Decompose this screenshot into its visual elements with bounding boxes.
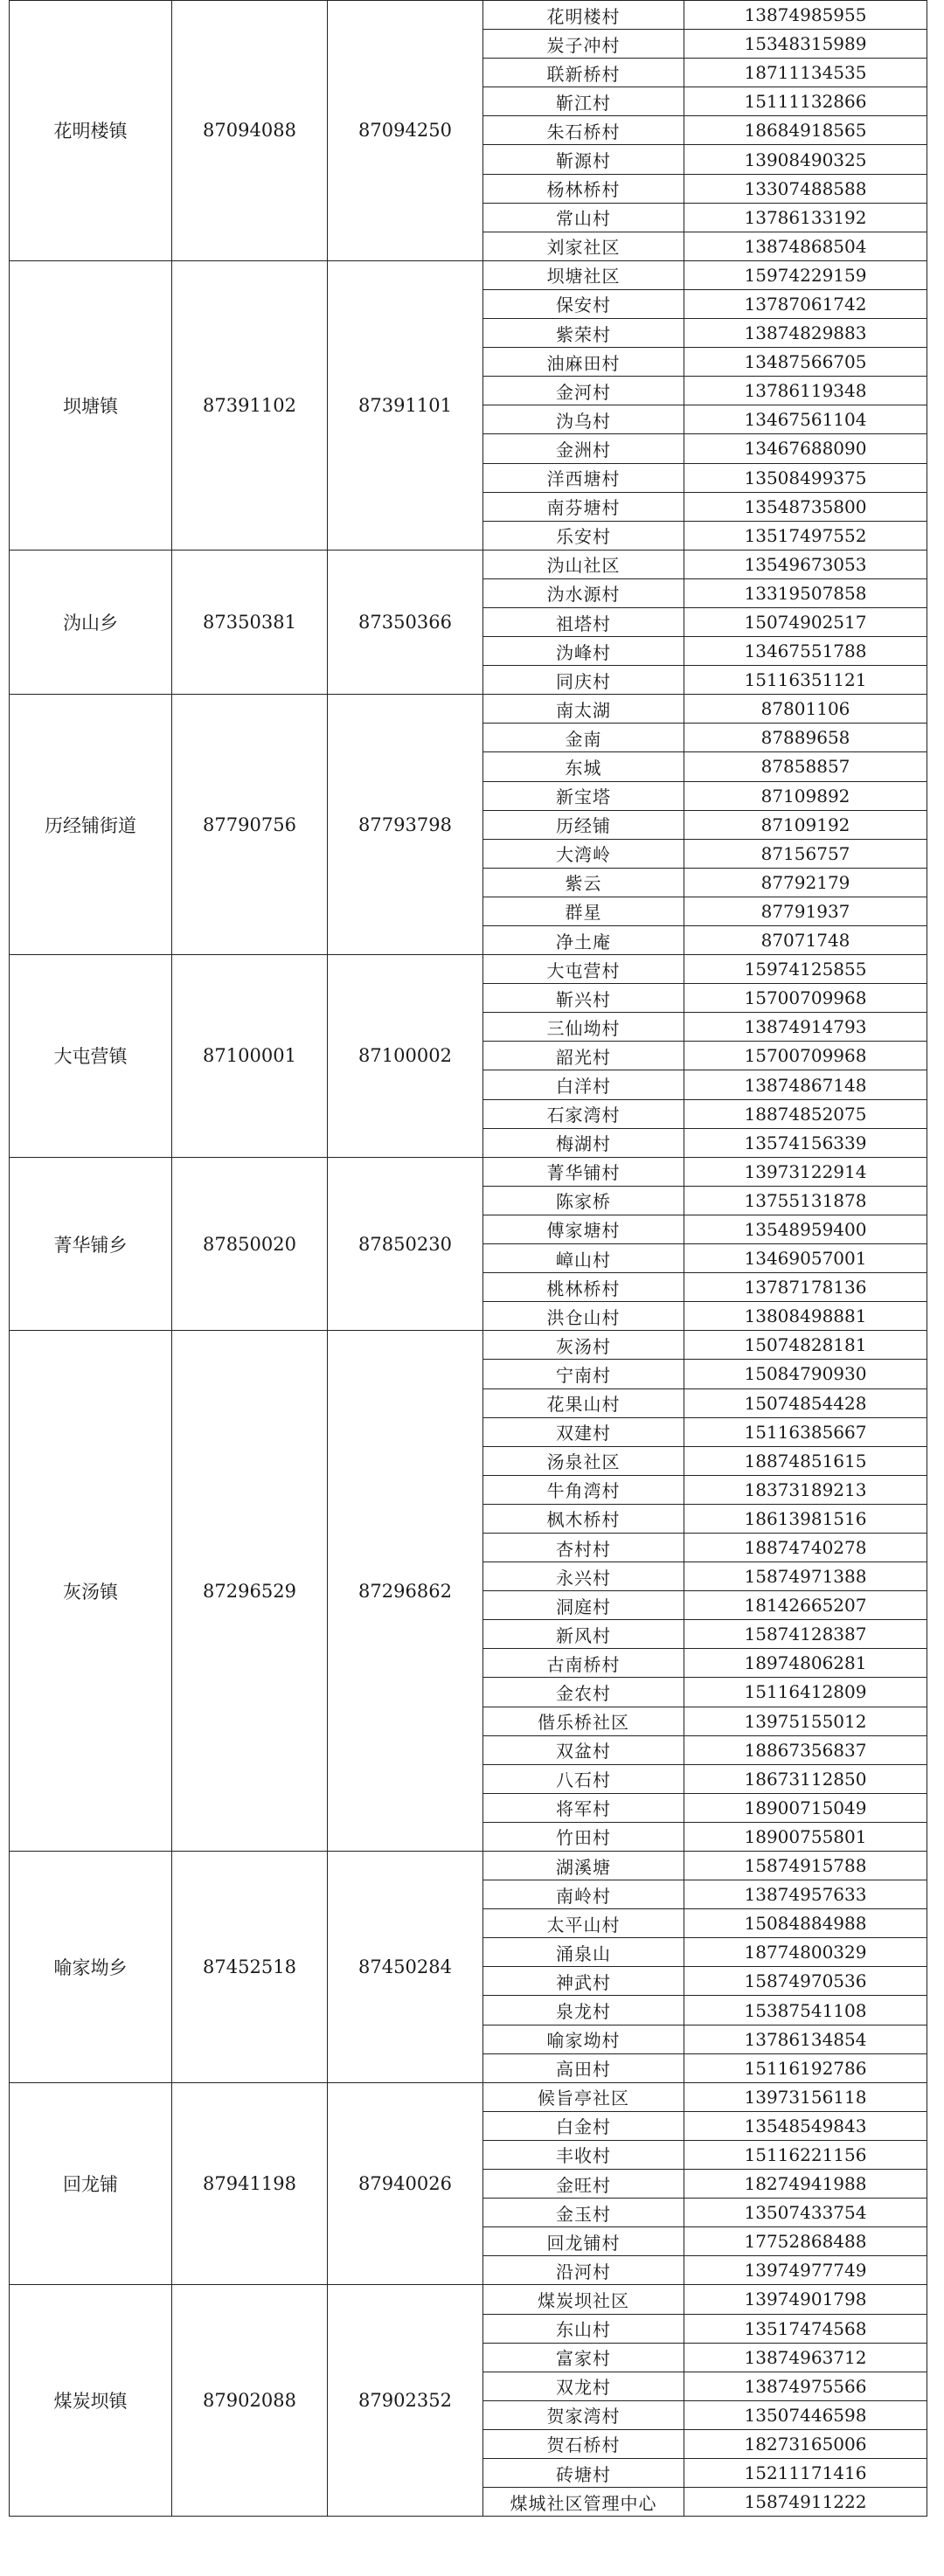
village-phone-cell: 87109192 <box>684 810 927 839</box>
township-phone-1-cell: 87790756 <box>172 695 328 955</box>
table-row <box>10 2285 927 2314</box>
village-name-cell: 沿河村 <box>483 2256 684 2285</box>
contact-table-body <box>10 1 927 2517</box>
township-phone-1-cell: 87094088 <box>172 1 328 261</box>
village-phone-cell: 13548959400 <box>684 1215 927 1243</box>
village-name-cell: 傅家塘村 <box>483 1215 684 1243</box>
village-phone-cell: 13307488588 <box>684 174 927 203</box>
village-name-cell: 金玉村 <box>483 2199 684 2227</box>
township-name-cell: 历经铺街道 <box>10 695 172 955</box>
village-phone-cell: 13507446598 <box>684 2400 927 2429</box>
township-phone-1-cell: 87850020 <box>172 1157 328 1331</box>
village-phone-cell: 18373189213 <box>684 1475 927 1504</box>
village-phone-cell: 18874851615 <box>684 1446 927 1475</box>
village-name-cell: 坝塘社区 <box>483 260 684 289</box>
village-phone-cell: 15116192786 <box>684 2053 927 2082</box>
village-name-cell: 金洲村 <box>483 434 684 463</box>
village-phone-cell: 87792179 <box>684 868 927 897</box>
table-row <box>10 550 927 578</box>
village-phone-cell: 15874911222 <box>684 2488 927 2517</box>
table-row <box>10 1157 927 1186</box>
village-phone-cell: 15116385667 <box>684 1417 927 1446</box>
village-phone-cell: 13874975566 <box>684 2372 927 2400</box>
village-name-cell: 常山村 <box>483 203 684 232</box>
village-name-cell: 金河村 <box>483 377 684 405</box>
village-name-cell: 梅湖村 <box>483 1128 684 1157</box>
village-name-cell: 靳兴村 <box>483 984 684 1013</box>
village-name-cell: 回龙铺村 <box>483 2227 684 2256</box>
village-phone-cell: 15348315989 <box>684 30 927 59</box>
township-name-cell: 沩山乡 <box>10 550 172 694</box>
village-phone-cell: 87801106 <box>684 695 927 724</box>
village-phone-cell: 15211171416 <box>684 2458 927 2487</box>
village-phone-cell: 13508499375 <box>684 463 927 492</box>
village-phone-cell: 18142665207 <box>684 1591 927 1620</box>
table-row <box>10 1331 927 1360</box>
village-name-cell: 湖溪塘 <box>483 1852 684 1880</box>
village-name-cell: 洋西塘村 <box>483 463 684 492</box>
village-name-cell: 沩峰村 <box>483 637 684 666</box>
village-name-cell: 新风村 <box>483 1620 684 1649</box>
village-name-cell: 双龙村 <box>483 2372 684 2400</box>
village-phone-cell: 13973156118 <box>684 2082 927 2111</box>
township-phone-2-cell: 87902352 <box>328 2285 483 2517</box>
township-phone-2-cell: 87850230 <box>328 1157 483 1331</box>
township-phone-1-cell: 87350381 <box>172 550 328 694</box>
village-phone-cell: 13786134854 <box>684 2025 927 2053</box>
village-phone-cell: 15116412809 <box>684 1678 927 1707</box>
village-name-cell: 石家湾村 <box>483 1099 684 1128</box>
township-name-cell: 坝塘镇 <box>10 260 172 550</box>
village-name-cell: 群星 <box>483 897 684 925</box>
township-phone-1-cell: 87296529 <box>172 1331 328 1852</box>
village-phone-cell: 13548549843 <box>684 2111 927 2140</box>
village-name-cell: 三仙坳村 <box>483 1013 684 1042</box>
contact-table <box>9 0 927 2517</box>
village-phone-cell: 13908490325 <box>684 145 927 174</box>
village-phone-cell: 13787178136 <box>684 1273 927 1302</box>
village-name-cell: 花明楼村 <box>483 1 684 30</box>
village-phone-cell: 13874957633 <box>684 1880 927 1909</box>
village-name-cell: 双盆村 <box>483 1735 684 1764</box>
village-name-cell: 候旨亭社区 <box>483 2082 684 2111</box>
township-name-cell: 回龙铺 <box>10 2082 172 2285</box>
village-name-cell: 喻家坳村 <box>483 2025 684 2053</box>
village-phone-cell: 15387541108 <box>684 1996 927 2025</box>
township-phone-2-cell: 87450284 <box>328 1852 483 2083</box>
village-phone-cell: 13467561104 <box>684 405 927 434</box>
village-name-cell: 金南 <box>483 724 684 752</box>
village-name-cell: 偕乐桥社区 <box>483 1707 684 1735</box>
village-name-cell: 金旺村 <box>483 2170 684 2199</box>
village-name-cell: 南芬塘村 <box>483 492 684 521</box>
village-name-cell: 沩乌村 <box>483 405 684 434</box>
village-name-cell: 贺家湾村 <box>483 2400 684 2429</box>
village-phone-cell: 18900755801 <box>684 1822 927 1851</box>
village-phone-cell: 13467688090 <box>684 434 927 463</box>
village-phone-cell: 18900715049 <box>684 1793 927 1822</box>
village-phone-cell: 13755131878 <box>684 1186 927 1215</box>
village-phone-cell: 15074828181 <box>684 1331 927 1360</box>
village-phone-cell: 15874128387 <box>684 1620 927 1649</box>
village-name-cell: 南太湖 <box>483 695 684 724</box>
village-name-cell: 沩水源村 <box>483 578 684 607</box>
village-phone-cell: 13469057001 <box>684 1244 927 1273</box>
village-name-cell: 永兴村 <box>483 1562 684 1591</box>
table-row <box>10 1852 927 1880</box>
village-name-cell: 八石村 <box>483 1764 684 1793</box>
village-phone-cell: 13487566705 <box>684 348 927 377</box>
village-name-cell: 同庆村 <box>483 666 684 695</box>
village-phone-cell: 15874971388 <box>684 1562 927 1591</box>
table-row <box>10 260 927 289</box>
village-name-cell: 大屯营村 <box>483 955 684 984</box>
village-phone-cell: 15700709968 <box>684 984 927 1013</box>
village-name-cell: 煤炭坝社区 <box>483 2285 684 2314</box>
village-name-cell: 双建村 <box>483 1417 684 1446</box>
village-phone-cell: 15116221156 <box>684 2140 927 2169</box>
village-name-cell: 东城 <box>483 752 684 781</box>
village-phone-cell: 15116351121 <box>684 666 927 695</box>
village-phone-cell: 13517497552 <box>684 521 927 550</box>
village-name-cell: 大湾岭 <box>483 839 684 868</box>
village-name-cell: 洞庭村 <box>483 1591 684 1620</box>
township-phone-1-cell: 87452518 <box>172 1852 328 2083</box>
village-name-cell: 煤城社区管理中心 <box>483 2488 684 2517</box>
village-name-cell: 乐安村 <box>483 521 684 550</box>
township-phone-2-cell: 87391101 <box>328 260 483 550</box>
village-phone-cell: 13874985955 <box>684 1 927 30</box>
township-name-cell: 大屯营镇 <box>10 955 172 1158</box>
village-name-cell: 紫荣村 <box>483 319 684 348</box>
table-row <box>10 955 927 984</box>
village-phone-cell: 13874914793 <box>684 1013 927 1042</box>
village-name-cell: 宁南村 <box>483 1360 684 1388</box>
village-name-cell: 南岭村 <box>483 1880 684 1909</box>
village-phone-cell: 87109892 <box>684 781 927 810</box>
village-phone-cell: 15974229159 <box>684 260 927 289</box>
township-phone-2-cell: 87793798 <box>328 695 483 955</box>
township-phone-2-cell: 87100002 <box>328 955 483 1158</box>
village-phone-cell: 13974901798 <box>684 2285 927 2314</box>
village-name-cell: 白金村 <box>483 2111 684 2140</box>
township-phone-1-cell: 87902088 <box>172 2285 328 2517</box>
village-name-cell: 古南桥村 <box>483 1649 684 1678</box>
village-name-cell: 太平山村 <box>483 1909 684 1938</box>
village-name-cell: 枫木桥村 <box>483 1504 684 1533</box>
township-phone-1-cell: 87391102 <box>172 260 328 550</box>
village-name-cell: 联新桥村 <box>483 59 684 87</box>
township-phone-2-cell: 87940026 <box>328 2082 483 2285</box>
village-name-cell: 灰汤村 <box>483 1331 684 1360</box>
village-phone-cell: 18711134535 <box>684 59 927 87</box>
village-phone-cell: 13874829883 <box>684 319 927 348</box>
village-name-cell: 刘家社区 <box>483 232 684 260</box>
village-phone-cell: 15074854428 <box>684 1388 927 1417</box>
village-name-cell: 嶂山村 <box>483 1244 684 1273</box>
village-phone-cell: 13874867148 <box>684 1070 927 1099</box>
village-name-cell: 陈家桥 <box>483 1186 684 1215</box>
village-name-cell: 砖塘村 <box>483 2458 684 2487</box>
village-phone-cell: 18274941988 <box>684 2170 927 2199</box>
table-row <box>10 1 927 30</box>
village-name-cell: 花果山村 <box>483 1388 684 1417</box>
village-name-cell: 牛角湾村 <box>483 1475 684 1504</box>
village-name-cell: 白洋村 <box>483 1070 684 1099</box>
village-phone-cell: 13548735800 <box>684 492 927 521</box>
village-phone-cell: 18974806281 <box>684 1649 927 1678</box>
village-name-cell: 韶光村 <box>483 1042 684 1070</box>
village-phone-cell: 15084884988 <box>684 1909 927 1938</box>
township-phone-2-cell: 87094250 <box>328 1 483 261</box>
village-phone-cell: 87071748 <box>684 926 927 955</box>
village-name-cell: 杨林桥村 <box>483 174 684 203</box>
village-name-cell: 泉龙村 <box>483 1996 684 2025</box>
village-phone-cell: 13319507858 <box>684 578 927 607</box>
village-name-cell: 靳江村 <box>483 87 684 116</box>
village-name-cell: 丰收村 <box>483 2140 684 2169</box>
village-name-cell: 涌泉山 <box>483 1938 684 1967</box>
village-phone-cell: 18874740278 <box>684 1533 927 1562</box>
village-name-cell: 金农村 <box>483 1678 684 1707</box>
township-name-cell: 喻家坳乡 <box>10 1852 172 2083</box>
village-name-cell: 神武村 <box>483 1967 684 1996</box>
village-name-cell: 沩山社区 <box>483 550 684 578</box>
township-name-cell: 花明楼镇 <box>10 1 172 261</box>
village-phone-cell: 87889658 <box>684 724 927 752</box>
village-phone-cell: 87858857 <box>684 752 927 781</box>
village-phone-cell: 18874852075 <box>684 1099 927 1128</box>
village-phone-cell: 15874915788 <box>684 1852 927 1880</box>
village-phone-cell: 13874963712 <box>684 2343 927 2372</box>
village-phone-cell: 13574156339 <box>684 1128 927 1157</box>
village-name-cell: 新宝塔 <box>483 781 684 810</box>
village-phone-cell: 17752868488 <box>684 2227 927 2256</box>
village-name-cell: 祖塔村 <box>483 607 684 636</box>
village-name-cell: 菁华铺村 <box>483 1157 684 1186</box>
village-phone-cell: 13975155012 <box>684 1707 927 1735</box>
village-name-cell: 保安村 <box>483 289 684 318</box>
township-phone-1-cell: 87100001 <box>172 955 328 1158</box>
village-name-cell: 富家村 <box>483 2343 684 2372</box>
township-name-cell: 菁华铺乡 <box>10 1157 172 1331</box>
village-phone-cell: 15084790930 <box>684 1360 927 1388</box>
village-phone-cell: 18613981516 <box>684 1504 927 1533</box>
village-name-cell: 紫云 <box>483 868 684 897</box>
village-phone-cell: 13786119348 <box>684 377 927 405</box>
township-phone-2-cell: 87296862 <box>328 1331 483 1852</box>
village-name-cell: 桃林桥村 <box>483 1273 684 1302</box>
village-phone-cell: 18867356837 <box>684 1735 927 1764</box>
table-row <box>10 695 927 724</box>
village-name-cell: 净土庵 <box>483 926 684 955</box>
village-name-cell: 油麻田村 <box>483 348 684 377</box>
village-name-cell: 竹田村 <box>483 1822 684 1851</box>
village-phone-cell: 13808498881 <box>684 1302 927 1331</box>
village-phone-cell: 18273165006 <box>684 2429 927 2458</box>
village-name-cell: 靳源村 <box>483 145 684 174</box>
village-phone-cell: 13467551788 <box>684 637 927 666</box>
village-phone-cell: 13787061742 <box>684 289 927 318</box>
village-name-cell: 汤泉社区 <box>483 1446 684 1475</box>
table-row <box>10 2082 927 2111</box>
village-phone-cell: 18774800329 <box>684 1938 927 1967</box>
village-name-cell: 朱石桥村 <box>483 116 684 145</box>
village-phone-cell: 13786133192 <box>684 203 927 232</box>
village-phone-cell: 15111132866 <box>684 87 927 116</box>
village-phone-cell: 15874970536 <box>684 1967 927 1996</box>
village-phone-cell: 18684918565 <box>684 116 927 145</box>
village-phone-cell: 87791937 <box>684 897 927 925</box>
village-name-cell: 炭子冲村 <box>483 30 684 59</box>
village-phone-cell: 15074902517 <box>684 607 927 636</box>
village-name-cell: 历经铺 <box>483 810 684 839</box>
village-name-cell: 杏村村 <box>483 1533 684 1562</box>
village-phone-cell: 13517474568 <box>684 2314 927 2343</box>
village-name-cell: 贺石桥村 <box>483 2429 684 2458</box>
village-phone-cell: 18673112850 <box>684 1764 927 1793</box>
village-phone-cell: 13874868504 <box>684 232 927 260</box>
township-name-cell: 灰汤镇 <box>10 1331 172 1852</box>
village-name-cell: 高田村 <box>483 2053 684 2082</box>
township-name-cell: 煤炭坝镇 <box>10 2285 172 2517</box>
village-phone-cell: 15974125855 <box>684 955 927 984</box>
village-name-cell: 将军村 <box>483 1793 684 1822</box>
village-phone-cell: 13974977749 <box>684 2256 927 2285</box>
village-phone-cell: 15700709968 <box>684 1042 927 1070</box>
township-phone-2-cell: 87350366 <box>328 550 483 694</box>
village-phone-cell: 87156757 <box>684 839 927 868</box>
village-name-cell: 东山村 <box>483 2314 684 2343</box>
village-name-cell: 洪仓山村 <box>483 1302 684 1331</box>
village-phone-cell: 13973122914 <box>684 1157 927 1186</box>
township-phone-1-cell: 87941198 <box>172 2082 328 2285</box>
village-phone-cell: 13549673053 <box>684 550 927 578</box>
village-phone-cell: 13507433754 <box>684 2199 927 2227</box>
